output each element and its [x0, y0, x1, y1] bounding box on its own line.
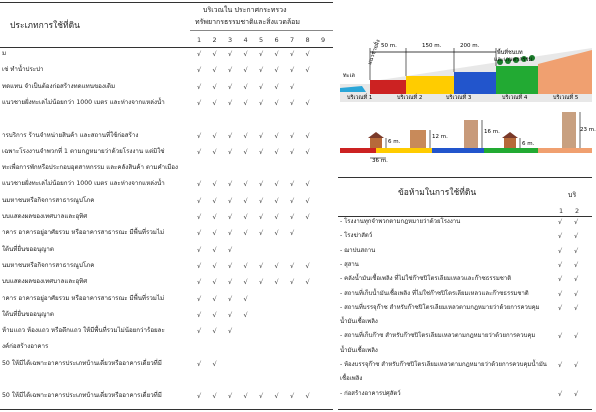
check-mark: √ [274, 261, 279, 270]
check-mark: √ [197, 261, 202, 270]
check-mark: √ [243, 50, 248, 58]
zone-number-2: 2 [212, 36, 217, 44]
building-2 [410, 130, 426, 148]
land-use-row-label: 50 ให้มีได้เฉพาะอาคารประเภทบ้านเดี่ยวหรืออาคารเดี่ยวที่มี [2, 359, 162, 367]
check-mark: √ [305, 261, 310, 270]
land-use-row-label: นมหาชนหรือกิจการสาธารณูปโภค [2, 196, 95, 204]
check-mark: √ [197, 310, 202, 319]
zone-number-9: 9 [321, 36, 326, 44]
check-mark: √ [305, 196, 310, 205]
check-mark: √ [574, 260, 579, 269]
check-mark: √ [197, 82, 202, 91]
check-mark: √ [259, 278, 264, 287]
distance-label-36m: 36 m. [372, 158, 388, 164]
check-mark: √ [228, 196, 233, 205]
check-mark: √ [558, 361, 563, 369]
building-4 [504, 138, 516, 148]
check-mark: √ [274, 50, 279, 58]
check-mark: √ [212, 359, 217, 368]
check-mark: √ [197, 278, 202, 287]
check-mark: √ [228, 310, 233, 319]
rural-label-1: พื้นที่ชนบท [497, 50, 523, 56]
sea-label: ทะเล [343, 73, 355, 79]
check-mark: √ [574, 232, 579, 241]
check-mark: √ [197, 327, 202, 336]
check-mark: √ [274, 131, 279, 140]
zone-label-4: บริเวณที่ 4 [502, 95, 528, 101]
check-mark: √ [197, 229, 202, 238]
check-mark: √ [259, 66, 264, 75]
check-mark: √ [574, 246, 579, 255]
right-table-top-border [338, 177, 592, 178]
distance-label-1: 50 m. [381, 43, 397, 49]
land-use-row-label: ารบริการ ร้านจำหน่ายสินค้า และสถานที่ใช้ก่อสร้าง [2, 131, 139, 139]
check-mark: √ [212, 98, 217, 107]
land-use-row-label: าคาร อาคารอยู่อาศัยรวม หรืออาคารสาธารณะ มีพื้นที่รวมไม่ [2, 229, 165, 237]
check-mark: √ [558, 332, 563, 341]
zone-number-1: 1 [197, 36, 202, 44]
prohibition-row-label: เชื้อเพลิง [340, 375, 363, 383]
check-mark: √ [259, 261, 264, 270]
right-table-bottom-border [338, 409, 592, 410]
check-mark: √ [274, 98, 279, 107]
check-mark: √ [228, 180, 233, 189]
check-mark: √ [243, 147, 248, 156]
check-mark: √ [228, 229, 233, 238]
zone-number-4: 4 [243, 36, 248, 44]
prohibition-row-label: - สุสาน [340, 260, 359, 268]
check-mark: √ [558, 275, 563, 284]
check-mark: √ [197, 213, 202, 221]
check-mark: √ [290, 392, 295, 401]
check-mark: √ [243, 310, 248, 319]
height-label-4: 6 m. [522, 141, 535, 147]
check-mark: √ [259, 180, 264, 189]
check-mark: √ [228, 327, 233, 336]
check-mark: √ [290, 261, 295, 270]
check-mark: √ [197, 131, 202, 140]
check-mark: √ [274, 196, 279, 205]
land-use-row-label: เช่ ทำน้ำประปา [2, 66, 44, 74]
check-mark: √ [259, 213, 264, 221]
check-mark: √ [212, 327, 217, 336]
check-mark: √ [212, 196, 217, 205]
check-mark: √ [212, 50, 217, 58]
check-mark: √ [558, 289, 563, 298]
check-mark: √ [228, 392, 233, 401]
check-mark: √ [212, 82, 217, 91]
right-zone-2: 2 [575, 207, 580, 215]
zone-number-5: 5 [259, 36, 264, 44]
check-mark: √ [305, 278, 310, 287]
land-use-row-label: บบแสดงผลของเทศบาลและอุทิศ [2, 213, 88, 220]
shoreline-label: แนวชายฝั่ง [367, 38, 382, 66]
check-mark: √ [574, 303, 579, 312]
check-mark: √ [228, 261, 233, 270]
check-mark: √ [243, 392, 248, 401]
check-mark: √ [197, 392, 202, 401]
check-mark: √ [574, 218, 579, 226]
check-mark: √ [212, 261, 217, 270]
land-use-row-label: ทะเพื่อการพักหรือประกอบอุตสาหกรรม และคลังสินค้า ตามคำเมือง [2, 164, 179, 172]
check-mark: √ [290, 131, 295, 140]
check-mark: √ [197, 294, 202, 303]
table-top-border [0, 2, 333, 3]
check-mark: √ [243, 261, 248, 270]
land-use-row-label: บบแสดงผลของเทศบาลและอุทิศ [2, 278, 88, 286]
zone-3-band [454, 72, 496, 94]
height-label-3: 16 m. [484, 129, 500, 135]
check-mark: √ [197, 196, 202, 205]
prohibition-row-label: - โรงฆ่าสัตว์ [340, 232, 373, 240]
check-mark: √ [212, 229, 217, 238]
check-mark: √ [259, 131, 264, 140]
prohibition-row-label: - ห้องบรรจุก๊าซ สำหรับก๊าซปิโตรเลียมเหลวตามกฎหมายว่าด้วยการควบคุมน้ำมัน [340, 361, 547, 368]
check-mark: √ [574, 289, 579, 298]
check-mark: √ [212, 131, 217, 140]
area-header-divider [190, 30, 333, 31]
land-use-row-label: 50 ให้มีได้เฉพาะอาคารประเภทบ้านเดี่ยวหรืออาคารเดี่ยวที่มี [2, 392, 162, 400]
prohibition-row-label: - ฌาปนสถาน [340, 246, 376, 254]
check-mark: √ [290, 147, 295, 156]
check-mark: √ [228, 131, 233, 140]
check-mark: √ [274, 392, 279, 401]
right-header-border [338, 216, 592, 217]
check-mark: √ [558, 218, 563, 226]
check-mark: √ [228, 66, 233, 75]
height-label-5: 23 m. [580, 127, 596, 133]
check-mark: √ [305, 147, 310, 156]
check-mark: √ [290, 229, 295, 238]
check-mark: √ [243, 294, 248, 303]
check-mark: √ [558, 232, 563, 241]
check-mark: √ [305, 131, 310, 140]
check-mark: √ [305, 66, 310, 75]
check-mark: √ [197, 245, 202, 254]
check-mark: √ [558, 260, 563, 269]
distance-label-3: 200 m. [460, 43, 480, 49]
zone-label-5: บริเวณที่ 5 [553, 95, 579, 101]
check-mark: √ [290, 196, 295, 205]
land-use-row-label: าคาร อาคารอยู่อาศัยรวม หรืออาคารสาธารณะ มีพื้นที่รวมไม่ [2, 294, 165, 302]
prohibition-row-label: - ก่อสร้างอาคารปศุสัตว์ [340, 389, 401, 397]
check-mark: √ [243, 196, 248, 205]
header-bottom-border [0, 47, 333, 48]
check-mark: √ [228, 147, 233, 156]
check-mark: √ [274, 82, 279, 91]
check-mark: √ [290, 50, 295, 58]
zone-1-band [370, 80, 406, 94]
check-mark: √ [259, 98, 264, 107]
check-mark: √ [290, 66, 295, 75]
check-mark: √ [228, 98, 233, 107]
distance-label-2: 150 m. [422, 43, 442, 49]
building-3 [464, 120, 478, 148]
building-1 [370, 138, 382, 148]
right-area-header: บริ [568, 191, 577, 199]
check-mark: √ [212, 245, 217, 254]
check-mark: √ [197, 180, 202, 189]
check-mark: √ [305, 213, 310, 221]
zone-number-7: 7 [290, 36, 295, 44]
prohibition-row-label: น้ำมันเชื้อเพลิง [340, 318, 378, 326]
land-use-row-label: แนวชายฝั่งทะเลไม่น้อยกว่า 1000 เมตร และห่างจากแหล่งน้ำ [2, 180, 165, 188]
check-mark: √ [274, 180, 279, 189]
check-mark: √ [228, 245, 233, 254]
check-mark: √ [197, 359, 202, 368]
zone-number-3: 3 [228, 36, 233, 44]
land-use-row-label: ทดแทน จำเป็นต้องก่อสร้างทดแทนของเดิม [2, 82, 116, 90]
zone-4-band [496, 66, 538, 94]
table-bottom-border [0, 409, 333, 410]
check-mark: √ [558, 246, 563, 255]
check-mark: √ [259, 82, 264, 91]
check-mark: √ [212, 294, 217, 303]
land-use-row-label: ม [2, 50, 7, 57]
height-svg [340, 110, 592, 162]
check-mark: √ [305, 50, 310, 58]
check-mark: √ [243, 229, 248, 238]
area-header-subtitle: ทรัพยากรธรรมชาติและสิ่งแวดล้อม [195, 18, 300, 26]
height-label-2: 12 m. [432, 134, 448, 140]
zone-label-1: บริเวณที่ 1 [347, 95, 373, 101]
zone-number-6: 6 [274, 36, 279, 44]
check-mark: √ [228, 278, 233, 287]
right-zone-1: 1 [559, 207, 564, 215]
land-use-row-label: งค์ก่อสร้างอาคาร [2, 343, 49, 351]
check-mark: √ [197, 98, 202, 107]
check-mark: √ [212, 180, 217, 189]
check-mark: √ [274, 66, 279, 75]
check-mark: √ [212, 147, 217, 156]
check-mark: √ [305, 98, 310, 107]
land-use-row-label: ใต้นที่ยื่นขออนุญาต [2, 310, 54, 318]
check-mark: √ [197, 147, 202, 156]
prohibition-row-label: น้ำมันเชื้อเพลิง [340, 346, 378, 354]
check-mark: √ [243, 66, 248, 75]
land-use-row-label: ห้ามเเถว ห้องแถว หรือตึกแถว ให้มีพื้นที่รวมไม่น้อยกว่าร้อยละ [2, 327, 165, 335]
check-mark: √ [243, 98, 248, 107]
check-mark: √ [243, 82, 248, 91]
check-mark: √ [290, 180, 295, 189]
area-header-title: บริเวณใน ประกาศกระทรวง [203, 6, 287, 14]
check-mark: √ [243, 213, 248, 221]
check-mark: √ [259, 147, 264, 156]
check-mark: √ [259, 196, 264, 205]
check-mark: √ [574, 361, 579, 369]
check-mark: √ [305, 180, 310, 189]
prohibition-row-label: - คลังน้ำมันเชื้อเพลิง ที่ไม่ใช่ก๊าซปิโตรเลียมเหลวและก๊าซธรรมชาติ [340, 275, 512, 283]
check-mark: √ [212, 213, 217, 221]
check-mark: √ [243, 180, 248, 189]
check-mark: √ [197, 66, 202, 75]
check-mark: √ [212, 278, 217, 287]
check-mark: √ [212, 66, 217, 75]
check-mark: √ [290, 213, 295, 221]
zone-label-3: บริเวณที่ 3 [446, 95, 472, 101]
check-mark: √ [274, 213, 279, 221]
check-mark: √ [558, 303, 563, 312]
check-mark: √ [274, 278, 279, 287]
check-mark: √ [290, 278, 295, 287]
prohibition-row-label: - สถานที่เก็บน้ำมันเชื้อเพลิง ที่ไม่ใช่ก๊าซปิโตรเลียมเหลวและก๊าซธรรมชาติ [340, 289, 529, 297]
check-mark: √ [228, 213, 233, 221]
check-mark: √ [259, 392, 264, 401]
check-mark: √ [212, 310, 217, 319]
check-mark: √ [274, 147, 279, 156]
zone-number-8: 8 [305, 36, 310, 44]
check-mark: √ [290, 98, 295, 107]
zone-2-band [406, 76, 454, 94]
check-mark: √ [243, 131, 248, 140]
land-use-row-label: แนวชายฝั่งทะเลไม่น้อยกว่า 1000 เมตร และห่างจากแหล่งน้ำ [2, 98, 165, 106]
check-mark: √ [259, 50, 264, 58]
zone-label-2: บริเวณที่ 2 [397, 95, 423, 101]
prohibition-row-label: - สถานที่เก็บก๊าซ สำหรับก๊าซปิโตรเลียมเหลวตามกฎหมายว่าด้วยการควบคุม [340, 332, 536, 340]
check-mark: √ [574, 389, 579, 398]
check-mark: √ [290, 82, 295, 91]
check-mark: √ [228, 50, 233, 58]
land-use-row-label: นมหาชนหรือกิจการสาธารณูปโภค [2, 261, 95, 269]
height-label-1: 6 m. [388, 139, 401, 145]
prohibition-title: ข้อห้ามในการใช้ที่ดิน [398, 188, 477, 198]
land-use-column-header: ประเภทการใช้ที่ดิน [10, 21, 80, 31]
building-5 [562, 112, 576, 148]
check-mark: √ [574, 275, 579, 284]
check-mark: √ [558, 389, 563, 398]
check-mark: √ [228, 294, 233, 303]
check-mark: √ [274, 229, 279, 238]
check-mark: √ [212, 392, 217, 401]
land-use-row-label: เฉพาะโรงงานจำพวกที่ 1 ตามกฎหมายว่าด้วยโรงงาน แต่มิใช่ [2, 147, 165, 155]
check-mark: √ [305, 392, 310, 401]
check-mark: √ [228, 82, 233, 91]
check-mark: √ [259, 229, 264, 238]
land-use-row-label: ใต้นที่ยื่นขออนุญาต [2, 245, 54, 253]
prohibition-row-label: - โรงงานทุกจำพวกตามกฎหมายว่าด้วยโรงงาน [340, 218, 461, 225]
prohibition-row-label: - สถานที่บรรจุก๊าซ สำหรับก๊าซปิโตรเลียมเหลวตามกฎหมายว่าด้วยการควบคุม [340, 303, 540, 311]
check-mark: √ [243, 278, 248, 287]
check-mark: √ [574, 332, 579, 341]
check-mark: √ [197, 50, 202, 58]
rural-label-2: และเกษตรกรรม [494, 57, 533, 63]
